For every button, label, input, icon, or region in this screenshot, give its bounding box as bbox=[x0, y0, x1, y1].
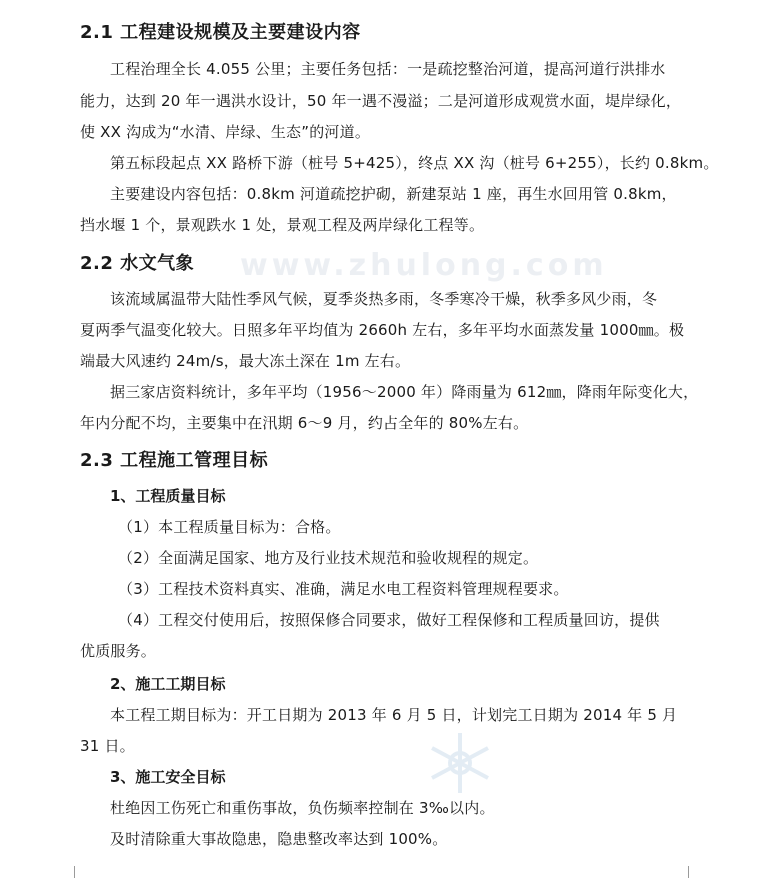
paragraph-line: 主要建设内容包括：0.8km 河道疏挖护砌，新建泵站 1 座，再生水回用管 0.8km， bbox=[110, 185, 677, 203]
paragraph-line: 31 日。 bbox=[80, 737, 135, 755]
section-heading-2-1: 2.1 工程建设规模及主要建设内容 bbox=[80, 22, 361, 43]
list-item: 优质服务。 bbox=[80, 642, 157, 660]
paragraph-line: 夏两季气温变化较大。日照多年平均值为 2660h 左右，多年平均水面蒸发量 1000㎜。极 bbox=[80, 321, 685, 339]
watermark-text: www.zhulong.com bbox=[240, 248, 608, 283]
paragraph-line: 据三家店资料统计，多年平均（1956～2000 年）降雨量为 612㎜，降雨年际变化大， bbox=[110, 383, 699, 401]
paragraph-line: 本工程工期目标为：开工日期为 2013 年 6 月 5 日，计划完工日期为 2014 年 5 月 bbox=[110, 706, 678, 724]
list-item: （2）全面满足国家、地方及行业技术规范和验收规程的规定。 bbox=[118, 549, 539, 567]
page-corner-mark bbox=[688, 866, 701, 878]
list-item: （3）工程技术资料真实、准确，满足水电工程资料管理规程要求。 bbox=[118, 580, 569, 598]
watermark-logo-icon bbox=[420, 728, 500, 798]
list-item: （4）工程交付使用后，按照保修合同要求，做好工程保修和工程质量回访，提供 bbox=[118, 611, 660, 629]
paragraph-line: 杜绝因工伤死亡和重伤事故，负伤频率控制在 3‰以内。 bbox=[110, 799, 495, 817]
subsection-heading-safety: 3、施工安全目标 bbox=[110, 768, 226, 786]
paragraph-line: 工程治理全长 4.055 公里；主要任务包括：一是疏挖整治河道，提高河道行洪排水 bbox=[110, 60, 666, 78]
paragraph-line: 第五标段起点 XX 路桥下游（桩号 5+425），终点 XX 沟（桩号 6+255），长约 0.8km。 bbox=[110, 154, 719, 172]
section-heading-2-3: 2.3 工程施工管理目标 bbox=[80, 450, 269, 471]
section-heading-2-2: 2.2 水文气象 bbox=[80, 253, 195, 274]
page-corner-mark bbox=[62, 866, 75, 878]
paragraph-line: 挡水堰 1 个，景观跌水 1 处，景观工程及两岸绿化工程等。 bbox=[80, 216, 485, 234]
paragraph-line: 端最大风速约 24m/s，最大冻土深在 1m 左右。 bbox=[80, 352, 411, 370]
list-item: （1）本工程质量目标为：合格。 bbox=[118, 518, 341, 536]
paragraph-line: 能力，达到 20 年一遇洪水设计，50 年一遇不漫溢；二是河道形成观赏水面，堤岸绿化， bbox=[80, 92, 682, 110]
subsection-heading-schedule: 2、施工工期目标 bbox=[110, 675, 226, 693]
paragraph-line: 及时清除重大事故隐患，隐患整改率达到 100%。 bbox=[110, 830, 448, 848]
paragraph-line: 该流域属温带大陆性季风气候，夏季炎热多雨，冬季寒冷干燥，秋季多风少雨，冬 bbox=[110, 290, 658, 308]
paragraph-line: 使 XX 沟成为“水清、岸绿、生态”的河道。 bbox=[80, 123, 371, 141]
subsection-heading-quality: 1、工程质量目标 bbox=[110, 487, 226, 505]
paragraph-line: 年内分配不均，主要集中在汛期 6～9 月，约占全年的 80%左右。 bbox=[80, 414, 529, 432]
